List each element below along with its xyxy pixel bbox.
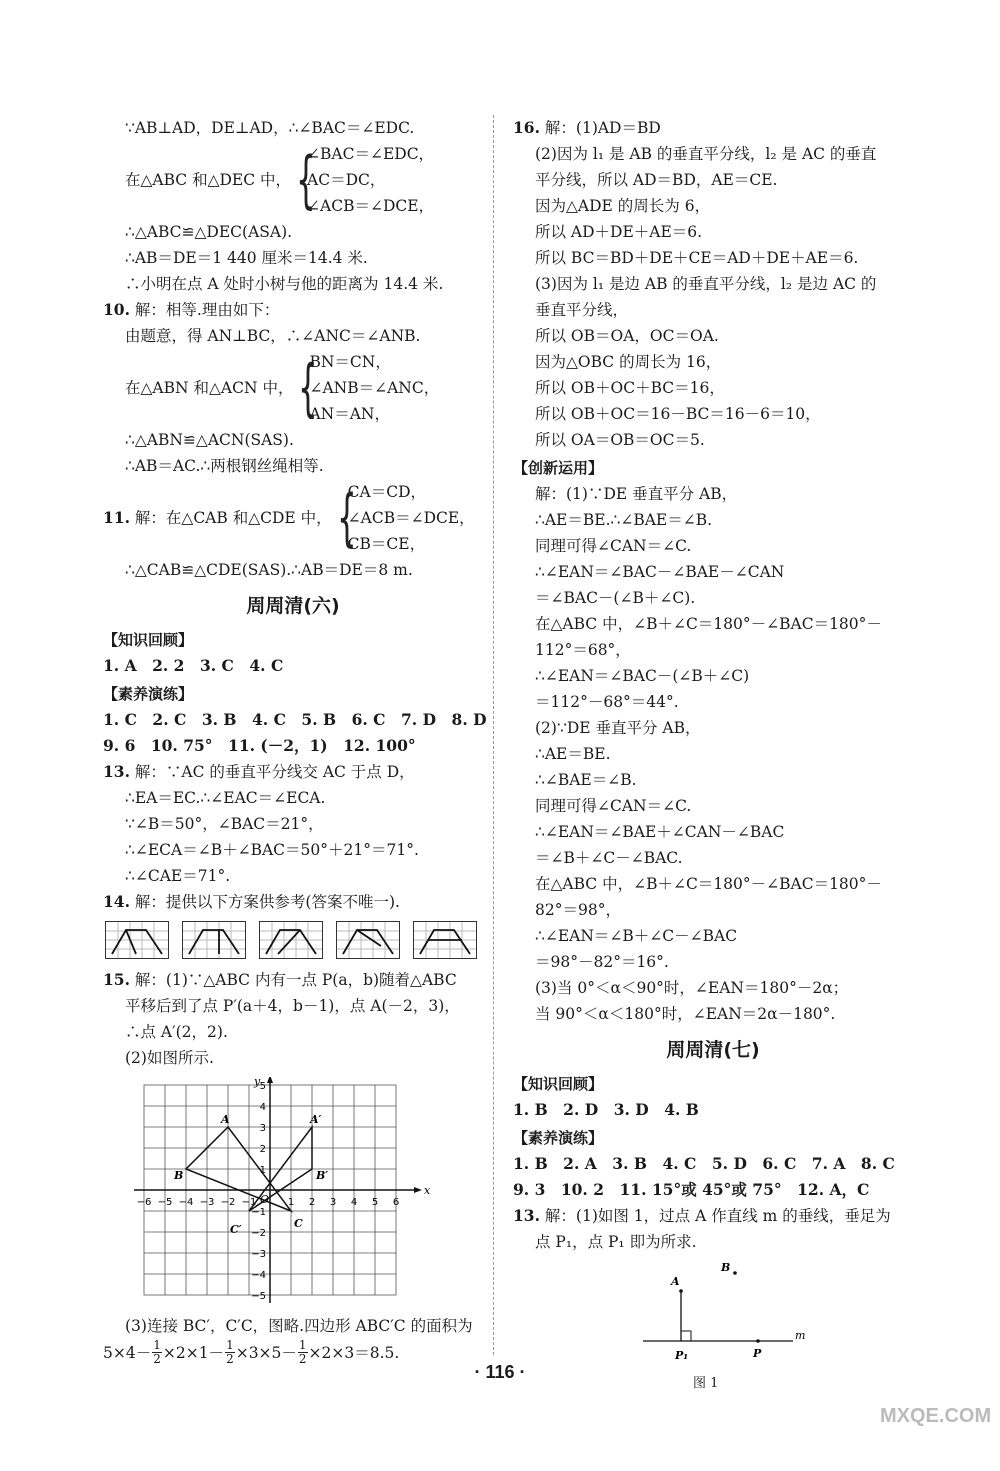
section-heading: 周周清(六)	[246, 595, 340, 617]
text-line: ∴AE＝BE.	[535, 745, 611, 763]
text-line: 在△ABC 和△DEC 中，	[125, 171, 292, 189]
text-line: 垂直平分线，	[535, 301, 629, 319]
equation-system	[103, 141, 483, 219]
text-line: 解：(1)∵DE 垂直平分 AB，	[535, 485, 738, 503]
text-line: 所以 OA＝OB＝OC＝5.	[535, 431, 705, 449]
page-number: · 116 ·	[474, 1362, 526, 1382]
text-line: 解：∵AC 的垂直平分线交 AC 于点 D，	[134, 763, 415, 781]
equation-system	[103, 479, 483, 557]
trapezoid-figure	[413, 921, 477, 959]
text-line: 解：(1)如图 1，过点 A 作直线 m 的垂线，垂足为	[544, 1207, 891, 1225]
text-line: (2)∵DE 垂直平分 AB，	[535, 719, 701, 737]
text-line: AN＝AN，	[309, 405, 390, 423]
text-line: 所以 OB＋OC＝16－BC＝16－6＝10，	[535, 405, 821, 423]
text-line: 在△ABN 和△ACN 中，	[125, 379, 294, 397]
x-tick-label: −4	[178, 1197, 194, 1208]
text-line: CA＝CD，	[347, 483, 426, 501]
text-line: 所以 OB＝OA，OC＝OA.	[535, 327, 719, 345]
y-tick-label: 1	[259, 1165, 266, 1176]
text-line: 所以 BC＝BD＋DE＋CE＝AD＋DE＋AE＝6.	[535, 249, 859, 267]
question-number: 10.	[103, 300, 130, 319]
equation-system	[103, 349, 483, 427]
x-tick-label: −1	[241, 1197, 257, 1208]
coordinate-grid	[118, 1077, 458, 1307]
text-line: 点 P₁，点 P₁ 即为所求.	[535, 1233, 697, 1251]
text-line: 平分线，所以 AD＝BD，AE＝CE.	[535, 171, 778, 189]
text-line: (3)因为 l₁ 是边 AB 的垂直平分线，l₂ 是边 AC 的	[535, 275, 877, 293]
answer-line: 1. A 2. 2 3. C 4. C	[103, 656, 284, 675]
text-line: ∴∠CAE＝71°.	[125, 867, 231, 885]
text-line: 所以 OB＋OC＋BC＝16，	[535, 379, 725, 397]
text-line: 解：在△CAB 和△CDE 中，	[134, 509, 332, 527]
text-line: ∵AB⊥AD，DE⊥AD，∴∠BAC＝∠EDC.	[125, 119, 415, 137]
text-line: ∴∠BAE＝∠B.	[535, 771, 637, 789]
trapezoid-figure	[182, 921, 246, 959]
numerator: 1	[153, 1338, 161, 1352]
right-column	[513, 115, 913, 1397]
x-tick-label: −2	[220, 1197, 236, 1208]
text-line: 平移后到了点 P′(a＋4，b－1)，点 A(－2，3)，	[125, 997, 460, 1015]
text-line: ∴△CAB≌△CDE(SAS).∴AB＝DE＝8 m.	[125, 561, 413, 579]
label-b: B	[721, 1261, 731, 1274]
text-line: ∴△ABN≌△ACN(SAS).	[125, 431, 294, 449]
y-tick-label: −5	[251, 1291, 266, 1302]
brace-symbol: {	[336, 481, 357, 554]
point-label: C	[294, 1217, 303, 1230]
text-line: 同理可得∠CAN＝∠C.	[535, 537, 692, 555]
trapezoid-figure	[336, 921, 400, 959]
text-line: ×3×5－	[235, 1343, 297, 1362]
x-tick-label: −3	[199, 1197, 215, 1208]
point-a	[679, 1289, 683, 1293]
text-line: ×2×1－	[162, 1343, 225, 1362]
text-line: 所以 AD＋DE＋AE＝6.	[535, 223, 703, 241]
text-line: ∴小明在点 A 处时小树与他的距离为 14.4 米.	[125, 275, 444, 293]
x-tick-label: 6	[392, 1197, 400, 1208]
label-p: P	[753, 1347, 762, 1360]
text-line: ＝98°－82°＝16°.	[535, 953, 669, 971]
point-label: A	[221, 1113, 230, 1126]
text-line: 当 90°＜α＜180°时，∠EAN＝2α－180°.	[535, 1005, 836, 1023]
point-b	[733, 1271, 737, 1275]
text-line: BN＝CN，	[309, 353, 391, 371]
left-column	[103, 115, 487, 1366]
question-number: 14.	[103, 892, 130, 911]
text-line: 82°＝98°，	[535, 901, 621, 919]
text-line: AC＝DC，	[307, 171, 386, 189]
answer-line: 1. C 2. C 3. B 4. C 5. B 6. C 7. D 8. D	[103, 710, 487, 729]
text-line: ∴AE＝BE.∴∠BAE＝∠B.	[535, 511, 713, 529]
answer-line: 1. B 2. A 3. B 4. C 5. D 6. C 7. A 8. C	[513, 1154, 895, 1173]
text-line: ∠BAC＝∠EDC，	[307, 145, 435, 163]
text-line: 在△ABC 中，∠B＋∠C＝180°－∠BAC＝180°－	[535, 875, 882, 893]
watermark: MXQE.COM	[880, 1405, 992, 1427]
x-axis-label: x	[424, 1184, 431, 1197]
text-line: ＝∠BAC－(∠B＋∠C).	[535, 589, 696, 607]
text-line: ∴∠ECA＝∠B＋∠BAC＝50°＋21°＝71°.	[125, 841, 419, 859]
text-line: ×2×3＝8.5.	[308, 1343, 400, 1362]
x-axis-arrow	[414, 1187, 422, 1193]
x-tick-label: −5	[157, 1197, 173, 1208]
label-p1: P₁	[675, 1349, 689, 1362]
answer-line: 9. 6 10. 75° 11. (－2，1) 12. 100°	[103, 736, 416, 755]
text-line: 由题意，得 AN⊥BC，∴∠ANC＝∠ANB.	[125, 327, 421, 345]
question-number: 15.	[103, 970, 130, 989]
denominator: 2	[153, 1352, 161, 1366]
point-label: C′	[230, 1223, 242, 1236]
text-line: 解：(1)AD＝BD	[544, 119, 661, 137]
subsection-label: 【素养演练】	[103, 685, 194, 703]
question-number: 13.	[103, 762, 130, 781]
text-line: ∴AB＝DE＝1 440 厘米＝14.4 米.	[125, 249, 368, 267]
point-label: B′	[316, 1169, 329, 1182]
trapezoid-figures	[105, 921, 483, 959]
y-tick-label: 5	[259, 1081, 266, 1092]
text-line: ∴∠EAN＝∠BAE＋∠CAN－∠BAC	[535, 823, 785, 841]
x-tick-label: 3	[329, 1197, 337, 1208]
text-line: ∴EA＝EC.∴∠EAC＝∠ECA.	[125, 789, 326, 807]
subsection-label: 【知识回顾】	[513, 1075, 604, 1093]
text-line: ∴AB＝AC.∴两根钢丝绳相等.	[125, 457, 324, 475]
text-line: (2)因为 l₁ 是 AB 的垂直平分线，l₂ 是 AC 的垂直	[535, 145, 877, 163]
y-tick-label: −2	[251, 1228, 266, 1239]
denominator: 2	[226, 1352, 234, 1366]
text-line: ＝112°－68°＝44°.	[535, 693, 679, 711]
subsection-label: 【素养演练】	[513, 1129, 604, 1147]
text-line: 解：相等.理由如下：	[134, 301, 280, 319]
text-line: ∴△ABC≌△DEC(ASA).	[125, 223, 293, 241]
y-tick-label: −3	[251, 1249, 266, 1260]
text-line: ∠ACB＝∠DCE，	[307, 197, 435, 215]
figure-caption: 图 1	[693, 1376, 719, 1391]
text-line: 5×4－	[103, 1343, 152, 1362]
x-tick-label: 4	[350, 1197, 358, 1208]
x-tick-label: −6	[136, 1197, 152, 1208]
point-label: A′	[310, 1113, 322, 1126]
y-tick-label: 4	[259, 1102, 266, 1113]
text-line: 同理可得∠CAN＝∠C.	[535, 797, 692, 815]
question-number: 11.	[103, 508, 130, 527]
trapezoid-figure	[105, 921, 169, 959]
text-line: 112°＝68°，	[535, 641, 631, 659]
denominator: 2	[298, 1352, 307, 1366]
text-line: CB＝CE，	[347, 535, 426, 553]
text-line: (3)当 0°＜α＜90°时，∠EAN＝180°－2α；	[535, 979, 849, 997]
y-tick-label: −4	[251, 1270, 266, 1281]
text-line: ＝∠B＋∠C－∠BAC.	[535, 849, 683, 867]
trapezoid-figure	[259, 921, 323, 959]
x-tick-label: 2	[308, 1197, 316, 1208]
y-tick-label: 2	[259, 1144, 266, 1155]
label-m: m	[795, 1329, 806, 1342]
brace-symbol: {	[298, 351, 319, 424]
text-line: 解：(1)∵△ABC 内有一点 P(a，b)随着△ABC	[134, 971, 457, 989]
origin-label: O	[260, 1193, 270, 1206]
question-number: 16.	[513, 118, 540, 137]
text-line: (2)如图所示.	[125, 1049, 214, 1067]
text-line: ∠ACB＝∠DCE，	[347, 509, 475, 527]
numerator: 1	[298, 1338, 307, 1352]
brace-symbol: {	[296, 143, 316, 216]
answer-line: 1. B 2. D 3. D 4. B	[513, 1100, 699, 1119]
y-axis-label: y	[254, 1077, 261, 1088]
text-line: 因为△ADE 的周长为 6，	[535, 197, 711, 215]
y-tick-label: 3	[259, 1123, 266, 1134]
point-p	[756, 1339, 760, 1343]
text-line: ∴∠EAN＝∠B＋∠C－∠BAC	[535, 927, 738, 945]
question-number: 13.	[513, 1206, 540, 1225]
text-line: 在△ABC 中，∠B＋∠C＝180°－∠BAC＝180°－	[535, 615, 882, 633]
y-axis-arrow	[267, 1077, 273, 1083]
numerator: 1	[226, 1338, 234, 1352]
x-tick-label: 5	[371, 1197, 379, 1208]
y-tick-label: −1	[251, 1207, 266, 1218]
text-line: 因为△OBC 的周长为 16，	[535, 353, 722, 371]
text-line: ∴点 A′(2，2).	[125, 1023, 228, 1041]
subsection-label: 【创新运用】	[513, 459, 604, 477]
right-angle-mark	[681, 1331, 691, 1341]
text-line: (3)连接 BC′，C′C，图略.四边形 ABC′C 的面积为	[125, 1317, 473, 1335]
text-line: 解：提供以下方案供参考(答案不唯一).	[134, 893, 400, 911]
text-line: ∴∠EAN＝∠BAC－(∠B＋∠C)	[535, 667, 750, 685]
answer-line: 9. 3 10. 2 11. 15°或 45°或 75° 12. A，C	[513, 1180, 870, 1199]
subsection-label: 【知识回顾】	[103, 631, 194, 649]
column-divider	[493, 115, 494, 1355]
x-tick-label: 1	[287, 1197, 295, 1208]
text-line: ∴∠EAN＝∠BAC－∠BAE－∠CAN	[535, 563, 785, 581]
label-a: A	[671, 1275, 680, 1288]
perpendicular-figure	[633, 1261, 813, 1371]
section-heading: 周周清(七)	[666, 1039, 760, 1061]
text-line: ∵∠B＝50°，∠BAC＝21°，	[125, 815, 324, 833]
point-label: B	[174, 1169, 184, 1182]
text-line: ∠ANB＝∠ANC，	[309, 379, 440, 397]
